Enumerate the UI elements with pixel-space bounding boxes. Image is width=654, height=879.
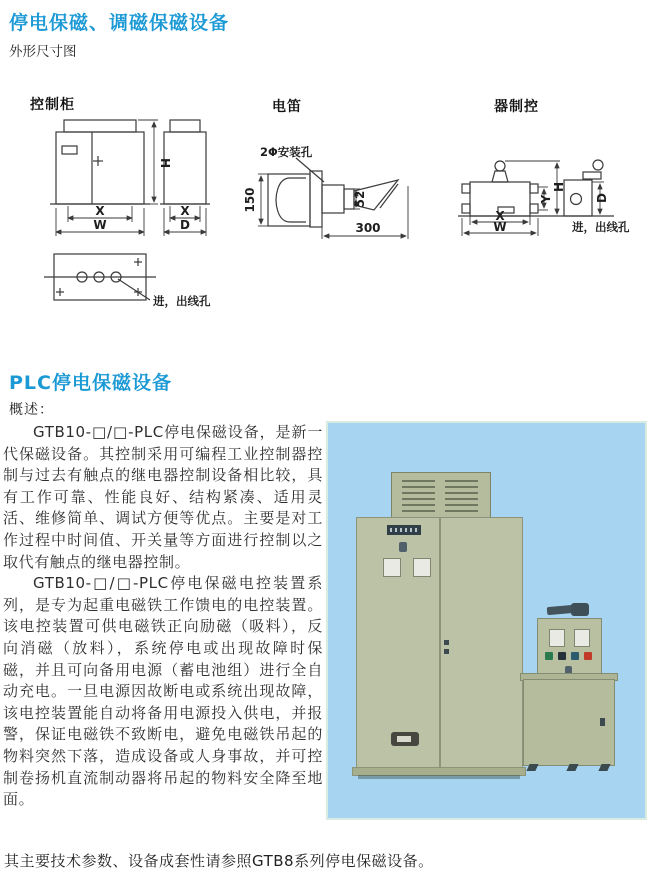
photo-vent-slats-left: [402, 480, 435, 514]
horn-mount-hole-note: 2Φ安装孔: [260, 145, 313, 159]
photo-console-foot-right: [598, 764, 610, 771]
controller-dim-w: W: [493, 220, 507, 234]
controller-wire-hole-note: 进，出线孔: [572, 220, 630, 234]
cabinet-diagram-label: 控制柜: [30, 97, 75, 113]
overview-label: 概述：: [9, 402, 54, 418]
plc-paragraph-2: GTB10-□/□-PLC停电保磁电控装置系列，是专为起重电磁铁工作馈电的电控装置。该电控装置可供电磁铁正向励磁（吸料），反向消磁（放料），系统停电或出现故障时保磁，并且可向备用电源（蓄电池组）进行全自动充电。一旦电源因故断电或系统出现故障，该电控装置能自动将备用电源投入供电，并报警，保证电磁铁不致断电，避免电磁铁吊起的物料突然下落，造成设备或人身事故，并可控制卷扬机直流制动器将吊起的物料安全降至地面。: [3, 574, 323, 809]
photo-button-green: [545, 652, 553, 660]
photo-cabinet-meter-left: [383, 558, 401, 577]
photo-door-latch-top: [444, 640, 449, 645]
photo-console-foot-middle: [566, 764, 578, 771]
photo-cabinet-shadow: [358, 775, 520, 779]
plc-description-text: [3, 422, 323, 811]
photo-button-red: [584, 652, 592, 660]
photo-cabinet-indicator: [399, 542, 407, 552]
footer-reference-note: 其主要技术参数、设备成套性请参照GTB8系列停电保磁设备。: [4, 852, 434, 870]
photo-console-meter-right: [574, 629, 590, 647]
equipment-photo: [326, 421, 647, 820]
plc-section-heading: PLC停电保磁设备: [9, 372, 172, 394]
cabinet-dim-h: H: [158, 157, 172, 169]
photo-cabinet-door-divider: [439, 518, 441, 768]
cabinet-outline-drawing: [14, 112, 234, 322]
controller-dim-y: Y: [539, 194, 553, 204]
controller-outline-drawing: [450, 152, 654, 252]
horn-outline-drawing: [243, 140, 441, 245]
photo-nameplate-text: [390, 528, 418, 532]
cabinet-dim-d: D: [180, 218, 190, 232]
photo-cabinet-nameplate: [387, 525, 421, 535]
plc-paragraph-1: GTB10-□/□-PLC停电保磁设备，是新一代保磁设备。其控制采用可编程工业控制器控制与过去有触点的继电器控制设备相比较，具有工作可靠、性能良好、结构紧凑、适用灵活、维修简单、调试方便等优点。主要是对工作过程中时间值、开关量等方面进行控制以之取代有触点的继电器控制。: [3, 423, 323, 571]
photo-door-latch-bottom: [444, 649, 449, 654]
photo-cabinet-handle: [391, 732, 419, 746]
photo-handle-slot: [397, 736, 411, 742]
cabinet-dim-x-front: X: [95, 204, 105, 218]
photo-cabinet-vent-top: [391, 472, 491, 520]
photo-console-foot-left: [526, 764, 538, 771]
photo-vent-slats-right: [445, 480, 478, 514]
outline-dimension-subtitle: 外形尺寸图: [9, 44, 77, 60]
controller-dim-h: H: [552, 181, 566, 193]
controller-dim-x: X: [495, 209, 505, 223]
controller-dim-d: D: [595, 193, 609, 203]
photo-lower-cabinet-latch: [600, 718, 605, 726]
photo-button-black: [558, 652, 566, 660]
horn-dim-height: 150: [243, 187, 257, 213]
controller-diagram-label: 器制控: [494, 99, 539, 115]
photo-cabinet-body: [356, 517, 523, 769]
horn-diagram-label: 电笛: [272, 99, 302, 115]
photo-lower-cabinet: [523, 679, 615, 766]
photo-horn-body: [571, 603, 589, 616]
horn-dim-length: 300: [355, 221, 381, 235]
cabinet-dim-w: W: [93, 218, 107, 232]
photo-console-meter-left: [549, 629, 565, 647]
cabinet-dim-x-side: X: [180, 204, 190, 218]
photo-cabinet-meter-right: [413, 558, 431, 577]
cabinet-wire-hole-note: 进，出线孔: [153, 294, 211, 308]
photo-console: [537, 618, 602, 680]
photo-button-blue: [571, 652, 579, 660]
horn-dim-neck: 52: [353, 190, 367, 208]
page-title: 停电保磁、调磁保磁设备: [9, 12, 230, 34]
